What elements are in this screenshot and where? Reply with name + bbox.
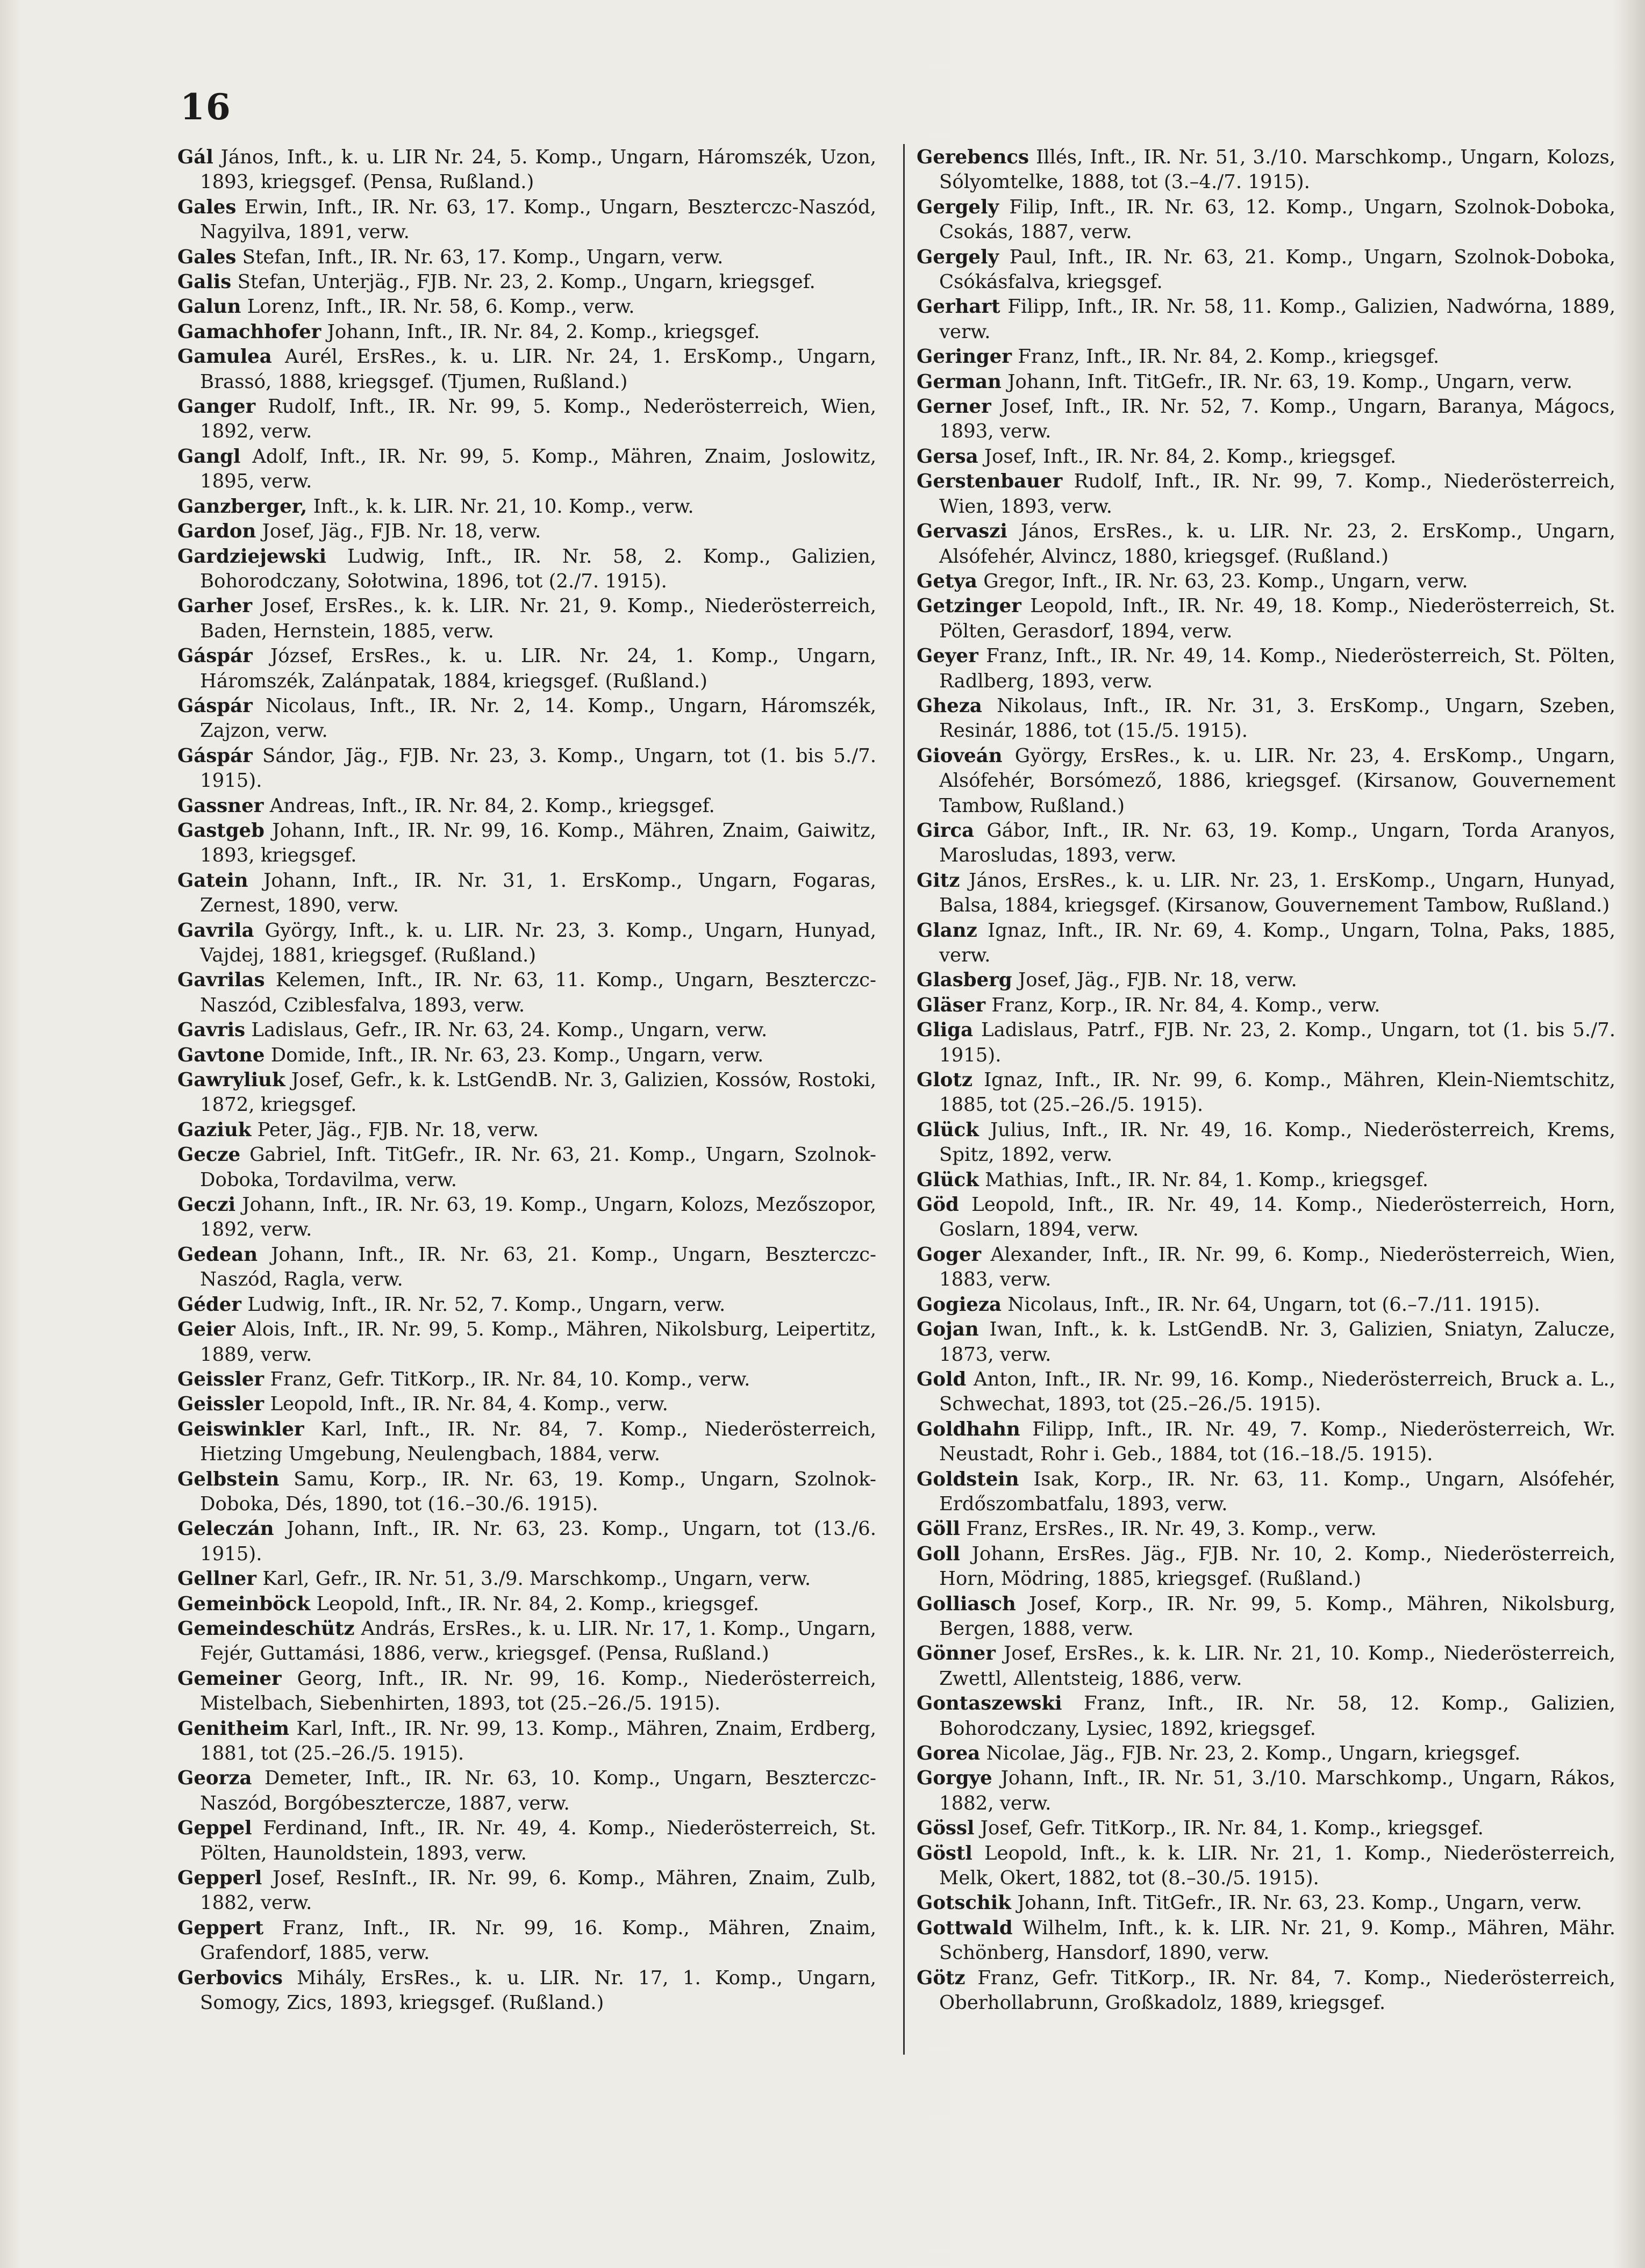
entry-details: Sándor, Jäg., FJB. Nr. 23, 3. Komp., Ungarn, tot (1. bis 5./7. 1915). — [200, 744, 876, 792]
casualty-entry — [917, 869, 1615, 918]
casualty-entry — [917, 1816, 1615, 1841]
entry-details: György, Inft., k. u. LIR. Nr. 23, 3. Komp., Ungarn, Hunyad, Vajdej, 1881, kriegsgef. (Rußland.) — [200, 919, 876, 966]
casualty-entry — [917, 694, 1615, 744]
entry-details: Gábor, Inft., IR. Nr. 63, 19. Komp., Ungarn, Torda Aranyos, Marosludas, 1893, verw. — [939, 819, 1615, 867]
casualty-entry — [177, 1317, 876, 1367]
entry-surname: Goldhahn — [917, 1418, 1020, 1440]
entry-details: Filip, Inft., IR. Nr. 63, 12. Komp., Ungarn, Szolnok-Doboka, Csokás, 1887, verw. — [939, 196, 1615, 243]
casualty-entry — [177, 1293, 876, 1317]
entry-details: Rudolf, Inft., IR. Nr. 99, 7. Komp., Niederösterreich, Wien, 1893, verw. — [939, 470, 1615, 518]
entry-surname: Gecze — [177, 1144, 241, 1166]
casualty-entry — [177, 320, 876, 344]
entry-surname: Gorea — [917, 1742, 981, 1764]
casualty-entry — [917, 744, 1615, 819]
casualty-entry — [177, 1367, 876, 1392]
casualty-entry — [917, 1417, 1615, 1467]
entry-surname: Gales — [177, 196, 237, 218]
casualty-entry — [177, 494, 876, 519]
entry-details: Mihály, ErsRes., k. u. LIR. Nr. 17, 1. Komp., Ungarn, Somogy, Zics, 1893, kriegsgef. (Rußland.) — [200, 1966, 876, 2014]
entry-details: Josef, Gefr., k. k. LstGendB. Nr. 3, Galizien, Kossów, Rostoki, 1872, kriegsgef. — [200, 1069, 876, 1116]
entry-details: Ludwig, Inft., IR. Nr. 52, 7. Komp., Ungarn, verw. — [247, 1293, 726, 1316]
entry-surname: Geczi — [177, 1194, 236, 1216]
casualty-entry — [177, 1717, 876, 1767]
casualty-entry — [917, 968, 1615, 993]
casualty-entry — [917, 644, 1615, 694]
entry-details: Josef, ErsRes., k. k. LIR. Nr. 21, 9. Komp., Niederösterreich, Baden, Hernstein, 1885, verw. — [200, 595, 876, 642]
casualty-entry — [917, 1118, 1615, 1168]
entry-surname: Geiswinkler — [177, 1418, 304, 1440]
casualty-entry — [177, 195, 876, 245]
entry-surname: Genitheim — [177, 1717, 290, 1740]
entry-details: András, ErsRes., k. u. LIR. Nr. 17, 1. Komp., Ungarn, Fejér, Guttamási, 1886, verw., kriegsgef. (Pensa, Rußland.) — [200, 1617, 876, 1665]
casualty-entry — [177, 869, 876, 918]
entry-surname: Gáspár — [177, 645, 253, 668]
entry-details: Leopold, Inft., k. k. LIR. Nr. 21, 1. Komp., Niederösterreich, Melk, Okert, 1882, tot (8.–30./5. 1915). — [939, 1842, 1615, 1890]
casualty-entry — [177, 1916, 876, 1966]
casualty-entry — [917, 295, 1615, 344]
entry-surname: Gersa — [917, 445, 978, 468]
casualty-entry — [177, 644, 876, 694]
entry-details: Domide, Inft., IR. Nr. 63, 23. Komp., Ungarn, verw. — [270, 1044, 764, 1066]
entry-surname: German — [917, 370, 1002, 393]
entry-details: Adolf, Inft., IR. Nr. 99, 5. Komp., Mähren, Znaim, Joslowitz, 1895, verw. — [200, 445, 876, 493]
casualty-entry — [917, 245, 1615, 295]
entry-details: Filipp, Inft., IR. Nr. 58, 11. Komp., Galizien, Nadwórna, 1889, verw. — [939, 296, 1615, 343]
entry-details: Franz, Inft., IR. Nr. 99, 16. Komp., Mähren, Znaim, Grafendorf, 1885, verw. — [200, 1917, 876, 1964]
casualty-entry — [917, 1168, 1615, 1193]
casualty-entry — [177, 594, 876, 644]
entry-surname: Gerstenbauer — [917, 470, 1063, 493]
casualty-entry — [177, 245, 876, 270]
entry-details: Johann, Inft., IR. Nr. 63, 23. Komp., Ungarn, tot (13./6. 1915). — [200, 1518, 876, 1565]
entry-details: Demeter, Inft., IR. Nr. 63, 10. Komp., Ungarn, Beszterczc-Naszód, Borgóbesztercze, 1887, verw. — [200, 1767, 876, 1814]
casualty-entry — [917, 1517, 1615, 1541]
entry-surname: Gassner — [177, 794, 264, 817]
entry-surname: Geppel — [177, 1817, 252, 1840]
entry-details: Lorenz, Inft., IR. Nr. 58, 6. Komp., verw. — [247, 296, 635, 318]
entry-surname: Gotschik — [917, 1892, 1011, 1914]
left-column — [177, 145, 876, 2015]
entry-surname: Gamachhofer — [177, 320, 321, 343]
entry-surname: Gales — [177, 246, 237, 268]
entry-surname: Gastgeb — [177, 819, 264, 842]
entry-details: György, ErsRes., k. u. LIR. Nr. 23, 4. ErsKomp., Ungarn, Alsófehér, Borsómező, 1886, kriegsgef. (Kirsanow, Gouvernement Tambow, Rußland.) — [939, 744, 1615, 817]
casualty-entry — [917, 1592, 1615, 1642]
entry-surname: Gáspár — [177, 744, 253, 767]
casualty-entry — [917, 1317, 1615, 1367]
entry-surname: Gamulea — [177, 346, 272, 368]
casualty-entry — [177, 1118, 876, 1143]
casualty-entry — [177, 1243, 876, 1293]
entry-surname: Gemeinböck — [177, 1592, 311, 1615]
casualty-entry — [177, 1417, 876, 1467]
entry-surname: Gliga — [917, 1019, 974, 1042]
casualty-entry — [917, 1467, 1615, 1517]
entry-surname: Gavrilas — [177, 969, 265, 992]
casualty-entry — [177, 1068, 876, 1118]
casualty-entry — [917, 1766, 1615, 1816]
entry-details: Isak, Korp., IR. Nr. 63, 11. Komp., Ungarn, Alsófehér, Erdőszombatfalu, 1893, verw. — [939, 1468, 1615, 1515]
casualty-entry — [917, 1641, 1615, 1691]
entry-details: József, ErsRes., k. u. LIR. Nr. 24, 1. Komp., Ungarn, Háromszék, Zalánpatak, 1884, kriegsgef. (Rußland.) — [200, 645, 876, 692]
casualty-entry — [917, 1841, 1615, 1891]
entry-details: Josef, Inft., IR. Nr. 84, 2. Komp., kriegsgef. — [984, 445, 1397, 468]
entry-details: Ignaz, Inft., IR. Nr. 69, 4. Komp., Ungarn, Tolna, Paks, 1885, verw. — [939, 919, 1615, 966]
casualty-entry — [917, 1293, 1615, 1317]
entry-surname: Geissler — [177, 1368, 264, 1390]
casualty-entry — [177, 1667, 876, 1717]
entry-surname: Gaziuk — [177, 1118, 252, 1141]
casualty-entry — [917, 1542, 1615, 1592]
page-number: 16 — [180, 86, 232, 128]
entry-details: Nicolaus, Inft., IR. Nr. 64, Ungarn, tot (6.–7./11. 1915). — [1007, 1293, 1540, 1316]
casualty-entry — [917, 469, 1615, 519]
entry-surname: Ganzberger, — [177, 495, 307, 518]
entry-surname: Götz — [917, 1966, 965, 1989]
casualty-entry — [917, 1916, 1615, 1966]
casualty-entry — [917, 1018, 1615, 1068]
casualty-entry — [917, 1691, 1615, 1741]
casualty-entry — [177, 1617, 876, 1667]
entry-details: Inft., k. k. LIR. Nr. 21, 10. Komp., verw. — [313, 495, 694, 518]
casualty-entry — [177, 270, 876, 295]
entry-surname: Gelbstein — [177, 1468, 280, 1490]
entry-details: Aurél, ErsRes., k. u. LIR. Nr. 24, 1. ErsKomp., Ungarn, Brassó, 1888, kriegsgef. (Tjumen, Rußland.) — [200, 346, 876, 393]
entry-details: Josef, ErsRes., k. k. LIR. Nr. 21, 10. Komp., Niederösterreich, Zwettl, Allentsteig, 1886, verw. — [939, 1642, 1615, 1690]
entry-surname: Glasberg — [917, 969, 1012, 992]
entry-surname: Gangl — [177, 445, 241, 468]
casualty-entry — [177, 394, 876, 444]
casualty-entry — [177, 1866, 876, 1916]
entry-details: Stefan, Unterjäg., FJB. Nr. 23, 2. Komp., Ungarn, kriegsgef. — [237, 271, 816, 293]
entry-details: Josef, Jäg., FJB. Nr. 18, verw. — [1018, 969, 1297, 992]
entry-details: Georg, Inft., IR. Nr. 99, 16. Komp., Niederösterreich, Mistelbach, Siebenhirten, 1893, tot (25.–26./5. 1915). — [200, 1667, 876, 1715]
entry-details: Johann, Inft., IR. Nr. 63, 19. Komp., Ungarn, Kolozs, Mezőszopor, 1892, verw. — [200, 1194, 877, 1241]
entry-details: Josef, Korp., IR. Nr. 99, 5. Komp., Mähren, Nikolsburg, Bergen, 1888, verw. — [939, 1592, 1615, 1640]
casualty-entry — [917, 394, 1615, 444]
entry-surname: Galis — [177, 271, 232, 293]
entry-details: Johann, Inft., IR. Nr. 51, 3./10. Marschkomp., Ungarn, Rákos, 1882, verw. — [939, 1767, 1615, 1814]
entry-surname: Gatein — [177, 869, 248, 892]
entry-surname: Gáspár — [177, 694, 253, 717]
entry-surname: Geyer — [917, 645, 978, 668]
entry-details: Kelemen, Inft., IR. Nr. 63, 11. Komp., Ungarn, Beszterczc-Naszód, Cziblesfalva, 1893, verw. — [200, 969, 876, 1016]
entry-details: Erwin, Inft., IR. Nr. 63, 17. Komp., Ungarn, Beszterczc-Naszód, Nagyilva, 1891, verw. — [200, 196, 877, 243]
entry-surname: Gönner — [917, 1642, 996, 1665]
casualty-entry — [917, 1367, 1615, 1417]
entry-surname: Gontaszewski — [917, 1692, 1062, 1715]
casualty-entry — [917, 444, 1615, 469]
entry-surname: Gervaszi — [917, 520, 1007, 543]
casualty-entry — [177, 544, 876, 594]
casualty-entry — [177, 1143, 876, 1193]
entry-details: Johann, Inft., IR. Nr. 99, 16. Komp., Mähren, Znaim, Gaiwitz, 1893, kriegsgef. — [200, 819, 876, 867]
entry-details: Nikolaus, Inft., IR. Nr. 31, 3. ErsKomp., Ungarn, Szeben, Resinár, 1886, tot (15./5. 1915). — [939, 694, 1615, 742]
entry-details: Franz, Inft., IR. Nr. 58, 12. Komp., Galizien, Bohorodczany, Lysiec, 1892, kriegsgef. — [939, 1692, 1615, 1740]
entry-details: Illés, Inft., IR. Nr. 51, 3./10. Marschkomp., Ungarn, Kolozs, Sólyomtelke, 1888, tot (3.–4./7. 1915). — [939, 146, 1615, 193]
entry-details: Leopold, Inft., IR. Nr. 84, 4. Komp., verw. — [270, 1393, 668, 1416]
entry-surname: Gardziejewski — [177, 545, 327, 568]
entry-surname: Goldstein — [917, 1468, 1019, 1490]
entry-details: Ladislaus, Patrf., FJB. Nr. 23, 2. Komp., Ungarn, tot (1. bis 5./7. 1915). — [939, 1019, 1615, 1066]
entry-details: János, Inft., k. u. LIR Nr. 24, 5. Komp., Ungarn, Háromszék, Uzon, 1893, kriegsgef. (Pensa, Rußland.) — [200, 146, 876, 193]
entry-surname: Geier — [177, 1318, 235, 1341]
entry-details: Filipp, Inft., IR. Nr. 49, 7. Komp., Niederösterreich, Wr. Neustadt, Rohr i. Geb., 1884, tot (16.–18./5. 1915). — [939, 1418, 1615, 1466]
entry-surname: Gavrila — [177, 919, 254, 942]
casualty-entry — [177, 1966, 876, 2016]
entry-details: Alois, Inft., IR. Nr. 99, 5. Komp., Mähren, Nikolsburg, Leipertitz, 1889, verw. — [200, 1318, 876, 1366]
casualty-entry — [177, 744, 876, 794]
casualty-entry — [177, 1193, 876, 1243]
entry-details: Stefan, Inft., IR. Nr. 63, 17. Komp., Ungarn, verw. — [242, 246, 724, 268]
entry-surname: Glück — [917, 1168, 979, 1191]
casualty-entry — [177, 1816, 876, 1866]
entry-details: Johann, Inft., IR. Nr. 63, 21. Komp., Ungarn, Beszterczc-Naszód, Ragla, verw. — [200, 1243, 876, 1291]
entry-details: Franz, Gefr. TitKorp., IR. Nr. 84, 7. Komp., Niederösterreich, Oberhollabrunn, Großkadolz, 1889, kriegsgef. — [939, 1966, 1615, 2014]
entry-surname: Girca — [917, 819, 975, 842]
entry-details: Wilhelm, Inft., k. k. LIR. Nr. 21, 9. Komp., Mähren, Mähr. Schönberg, Hansdorf, 1890, verw. — [939, 1917, 1615, 1964]
casualty-entry — [917, 1193, 1615, 1243]
casualty-entry — [177, 1467, 876, 1517]
entry-surname: Gál — [177, 146, 213, 168]
entry-surname: Gheza — [917, 694, 982, 717]
casualty-entry — [177, 1043, 876, 1068]
entry-surname: Gergely — [917, 196, 999, 218]
entry-surname: Ganger — [177, 396, 256, 418]
entry-details: Ferdinand, Inft., IR. Nr. 49, 4. Komp., Niederösterreich, St. Pölten, Haunoldstein, 1893, verw. — [200, 1817, 876, 1864]
entry-surname: Glotz — [917, 1069, 973, 1092]
entry-details: Johann, Inft. TitGefr., IR. Nr. 63, 23. Komp., Ungarn, verw. — [1017, 1892, 1582, 1914]
casualty-entry — [177, 968, 876, 1018]
casualty-entry — [177, 694, 876, 744]
entry-surname: Gitz — [917, 869, 960, 892]
entry-surname: Gavtone — [177, 1044, 265, 1066]
casualty-entry — [917, 145, 1615, 195]
entry-surname: Gorgye — [917, 1767, 992, 1790]
entry-surname: Gergely — [917, 246, 999, 268]
casualty-entry — [917, 195, 1615, 245]
entry-details: Franz, Inft., IR. Nr. 84, 2. Komp., kriegsgef. — [1018, 346, 1440, 368]
entry-details: Ignaz, Inft., IR. Nr. 99, 6. Komp., Mähren, Klein-Niemtschitz, 1885, tot (25.–26./5. 1915). — [939, 1069, 1615, 1116]
casualty-entry — [177, 1517, 876, 1567]
entry-details: Mathias, Inft., IR. Nr. 84, 1. Komp., kriegsgef. — [985, 1168, 1428, 1191]
entry-surname: Gemeindeschütz — [177, 1617, 355, 1640]
entry-details: Peter, Jäg., FJB. Nr. 18, verw. — [257, 1118, 539, 1141]
entry-surname: Göd — [917, 1194, 959, 1216]
entry-surname: Glanz — [917, 919, 977, 942]
entry-surname: Gläser — [917, 994, 986, 1016]
entry-surname: Gepperl — [177, 1867, 262, 1890]
entry-details: Gregor, Inft., IR. Nr. 63, 23. Komp., Ungarn, verw. — [983, 570, 1468, 592]
entry-details: Alexander, Inft., IR. Nr. 99, 6. Komp., Niederösterreich, Wien, 1883, verw. — [939, 1243, 1615, 1291]
casualty-entry — [917, 918, 1615, 968]
casualty-entry — [177, 1392, 876, 1417]
entry-details: Julius, Inft., IR. Nr. 49, 16. Komp., Niederösterreich, Krems, Spitz, 1892, verw. — [939, 1118, 1615, 1166]
entry-details: Iwan, Inft., k. k. LstGendB. Nr. 3, Galizien, Sniatyn, Zalucze, 1873, verw. — [939, 1318, 1615, 1366]
entry-surname: Gerbovics — [177, 1966, 283, 1989]
casualty-entry — [917, 1741, 1615, 1766]
entry-details: Leopold, Inft., IR. Nr. 49, 14. Komp., Niederösterreich, Horn, Goslarn, 1894, verw. — [939, 1194, 1615, 1241]
entry-surname: Geringer — [917, 346, 1012, 368]
casualty-entry — [177, 1766, 876, 1816]
entry-surname: Gerebencs — [917, 146, 1029, 168]
entry-surname: Getya — [917, 570, 977, 592]
entry-surname: Gellner — [177, 1568, 256, 1590]
entry-details: Nicolae, Jäg., FJB. Nr. 23, 2. Komp., Ungarn, kriegsgef. — [986, 1742, 1521, 1764]
casualty-entry — [177, 519, 876, 544]
entry-surname: Goll — [917, 1542, 960, 1565]
entry-details: János, ErsRes., k. u. LIR. Nr. 23, 1. ErsKomp., Ungarn, Hunyad, Balsa, 1884, kriegsgef. (Kirsanow, Gouvernement Tambow, Rußland.) — [939, 869, 1615, 917]
entry-details: Josef, Inft., IR. Nr. 52, 7. Komp., Ungarn, Baranya, Mágocs, 1893, verw. — [939, 396, 1615, 443]
entry-surname: Gojan — [917, 1318, 979, 1341]
entry-details: János, ErsRes., k. u. LIR. Nr. 23, 2. ErsKomp., Ungarn, Alsófehér, Alvincz, 1880, kriegsgef. (Rußland.) — [939, 520, 1615, 568]
entry-surname: Gioveán — [917, 744, 1003, 767]
entry-details: Leopold, Inft., IR. Nr. 49, 18. Komp., Niederösterreich, St. Pölten, Gerasdorf, 1894, verw. — [939, 595, 1615, 642]
entry-details: Anton, Inft., IR. Nr. 99, 16. Komp., Niederösterreich, Bruck a. L., Schwechat, 1893, tot (25.–26./5. 1915). — [939, 1368, 1615, 1416]
entry-surname: Gerner — [917, 396, 991, 418]
entry-details: Johann, ErsRes. Jäg., FJB. Nr. 10, 2. Komp., Niederösterreich, Horn, Mödring, 1885, kriegsgef. (Rußland.) — [939, 1542, 1615, 1590]
entry-details: Gabriel, Inft. TitGefr., IR. Nr. 63, 21. Komp., Ungarn, Szolnok-Doboka, Tordavilma, verw. — [200, 1144, 876, 1191]
casualty-entry — [917, 1068, 1615, 1118]
entry-details: Rudolf, Inft., IR. Nr. 99, 5. Komp., Nederösterreich, Wien, 1892, verw. — [200, 396, 876, 443]
casualty-entry — [177, 918, 876, 968]
entry-details: Johann, Inft., IR. Nr. 84, 2. Komp., kriegsgef. — [327, 320, 760, 343]
entry-details: Franz, Korp., IR. Nr. 84, 4. Komp., verw. — [991, 994, 1381, 1016]
casualty-entry — [917, 1891, 1615, 1915]
entry-surname: Göstl — [917, 1842, 972, 1864]
entry-details: Franz, Inft., IR. Nr. 49, 14. Komp., Niederösterreich, St. Pölten, Radlberg, 1893, verw. — [939, 645, 1615, 692]
entry-surname: Geissler — [177, 1393, 264, 1416]
entry-details: Josef, Jäg., FJB. Nr. 18, verw. — [262, 520, 541, 543]
entry-surname: Göll — [917, 1518, 960, 1540]
entry-surname: Galun — [177, 296, 241, 318]
casualty-entry — [917, 569, 1615, 594]
entry-surname: Goger — [917, 1243, 982, 1266]
entry-details: Samu, Korp., IR. Nr. 63, 19. Komp., Ungarn, Szolnok-Doboka, Dés, 1890, tot (16.–30./6. 1915). — [200, 1468, 876, 1515]
casualty-entry — [177, 295, 876, 319]
casualty-entry — [917, 1966, 1615, 2016]
casualty-entry — [177, 145, 876, 195]
entry-surname: Géder — [177, 1293, 242, 1316]
entry-surname: Gogieza — [917, 1293, 1002, 1316]
entry-details: Josef, Gefr. TitKorp., IR. Nr. 84, 1. Komp., kriegsgef. — [980, 1817, 1484, 1840]
entry-details: Karl, Gefr., IR. Nr. 51, 3./9. Marschkomp., Ungarn, verw. — [262, 1568, 811, 1590]
entry-surname: Geppert — [177, 1917, 264, 1939]
casualty-entry — [917, 1243, 1615, 1293]
entry-surname: Gavris — [177, 1019, 246, 1042]
casualty-entry — [177, 794, 876, 819]
entry-details: Nicolaus, Inft., IR. Nr. 2, 14. Komp., Ungarn, Háromszék, Zajzon, verw. — [200, 694, 876, 742]
entry-details: Ludwig, Inft., IR. Nr. 58, 2. Komp., Galizien, Bohorodczany, Sołotwina, 1896, tot (2./7. 1915). — [200, 545, 876, 592]
casualty-entry — [917, 993, 1615, 1018]
entry-surname: Gold — [917, 1368, 967, 1390]
entry-surname: Getzinger — [917, 595, 1021, 618]
entry-surname: Gardon — [177, 520, 256, 543]
casualty-entry — [177, 1592, 876, 1617]
entry-details: Franz, ErsRes., IR. Nr. 49, 3. Komp., verw. — [966, 1518, 1377, 1540]
entry-surname: Gedean — [177, 1243, 258, 1266]
casualty-entry — [177, 444, 876, 494]
column-divider — [903, 144, 905, 2055]
entry-details: Karl, Inft., IR. Nr. 99, 13. Komp., Mähren, Znaim, Erdberg, 1881, tot (25.–26./5. 1915). — [200, 1717, 876, 1764]
entry-surname: Gössl — [917, 1817, 975, 1840]
casualty-entry — [177, 1567, 876, 1591]
entry-surname: Gottwald — [917, 1917, 1013, 1939]
entry-details: Franz, Gefr. TitKorp., IR. Nr. 84, 10. Komp., verw. — [270, 1368, 750, 1390]
entry-surname: Gawryliuk — [177, 1069, 285, 1092]
entry-surname: Glück — [917, 1118, 979, 1141]
casualty-entry — [177, 1018, 876, 1043]
entry-surname: Gemeiner — [177, 1667, 282, 1690]
casualty-entry — [917, 519, 1615, 569]
entry-details: Paul, Inft., IR. Nr. 63, 21. Komp., Ungarn, Szolnok-Doboka, Csókásfalva, kriegsgef. — [939, 246, 1615, 293]
entry-details: Karl, Inft., IR. Nr. 84, 7. Komp., Niederösterreich, Hietzing Umgebung, Neulengbach, 1884, verw. — [200, 1418, 876, 1466]
entry-surname: Georza — [177, 1767, 252, 1790]
casualty-entry — [917, 370, 1615, 394]
right-column — [917, 145, 1615, 2015]
casualty-entry — [917, 344, 1615, 369]
entry-details: Ladislaus, Gefr., IR. Nr. 63, 24. Komp., Ungarn, verw. — [251, 1019, 768, 1042]
casualty-entry — [917, 819, 1615, 869]
entry-surname: Garher — [177, 595, 253, 618]
casualty-entry — [177, 819, 876, 869]
entry-surname: Golliasch — [917, 1592, 1016, 1615]
entry-surname: Gerhart — [917, 296, 1000, 318]
entry-details: Andreas, Inft., IR. Nr. 84, 2. Komp., kriegsgef. — [269, 794, 715, 817]
casualty-entry — [177, 344, 876, 394]
entry-surname: Geleczán — [177, 1518, 274, 1540]
entry-details: Josef, ResInft., IR. Nr. 99, 6. Komp., Mähren, Znaim, Zulb, 1882, verw. — [200, 1867, 876, 1914]
entry-details: Johann, Inft. TitGefr., IR. Nr. 63, 19. Komp., Ungarn, verw. — [1007, 370, 1573, 393]
casualty-entry — [917, 594, 1615, 644]
entry-details: Johann, Inft., IR. Nr. 31, 1. ErsKomp., Ungarn, Fogaras, Zernest, 1890, verw. — [200, 869, 876, 917]
entry-details: Leopold, Inft., IR. Nr. 84, 2. Komp., kriegsgef. — [316, 1592, 759, 1615]
